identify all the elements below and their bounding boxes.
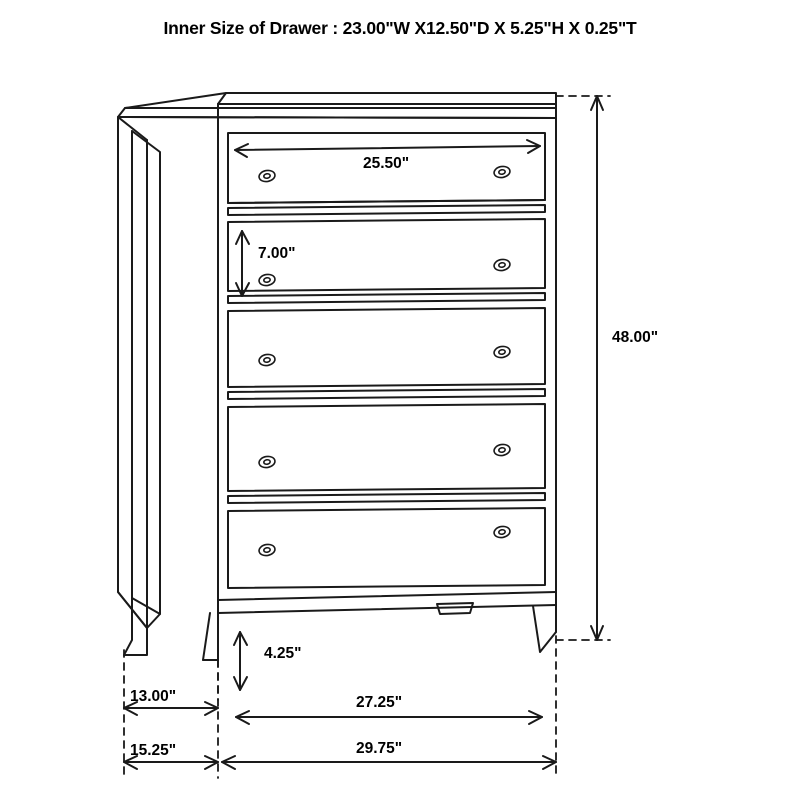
dimension-arrows: [124, 96, 603, 769]
chest-top-panel: [118, 93, 556, 118]
drawer-front-3: [228, 308, 545, 399]
front-left-leg: [203, 613, 218, 660]
drawer-knobs: [258, 165, 511, 557]
dimension-label-overall-height: 48.00": [612, 329, 659, 346]
chest-left-side-panel: [118, 117, 160, 628]
dimension-label-side-overall-depth: 15.25": [130, 742, 177, 759]
drawer-front-4: [228, 404, 545, 503]
dimension-label-drawer-front-height: 7.00": [258, 245, 296, 262]
dimension-label-leg-clearance: 4.25": [264, 645, 302, 662]
front-right-leg: [533, 605, 556, 652]
extension-lines: [124, 96, 610, 778]
page-title: Inner Size of Drawer : 23.00"W X12.50"D X 5.25"H X 0.25"T: [163, 18, 637, 38]
dimension-label-front-overall-width: 29.75": [356, 740, 403, 757]
chest-front-frame: [218, 104, 556, 660]
dimension-label-front-inner-width: 27.25": [356, 694, 403, 711]
dimension-label-side-inner-depth: 13.00": [130, 688, 177, 705]
dimension-label-drawer-width: 25.50": [363, 155, 410, 172]
